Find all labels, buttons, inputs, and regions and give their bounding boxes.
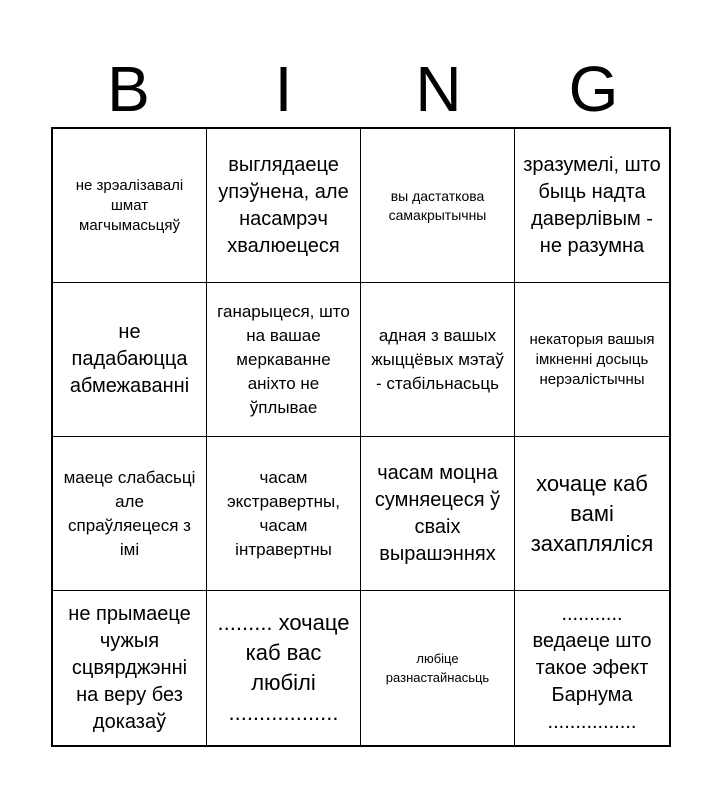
bingo-cell-r4c3[interactable]: [361, 591, 515, 745]
bingo-cell-r3c1[interactable]: [53, 437, 207, 591]
bingo-cell-text: не прымаеце чужыя сцвярджэнні на веру без доказаў: [68, 602, 191, 733]
bingo-cell-text: не зрэалізавалі шмат магчымасьцяў: [75, 176, 184, 234]
bingo-cell-text: не падабаюцца абмежаванні: [69, 321, 190, 397]
bingo-title: [51, 50, 671, 128]
bingo-cell-r3c4[interactable]: [515, 437, 669, 591]
bingo-cell-text: часам моцна сумняецеся ў сваіх вырашэннях: [374, 461, 501, 565]
bingo-cell-text: ........... ведаеце што такое эфект Барнума ................: [532, 602, 652, 733]
bingo-cell-r4c2[interactable]: [207, 591, 361, 745]
bingo-cell-r2c3[interactable]: [361, 283, 515, 437]
bingo-cell-text: вы дастаткова самакрытычны: [388, 187, 487, 223]
bingo-cell-text: часам экстравертны, часам інтравертны: [227, 467, 340, 559]
title-letter-i: I: [274, 53, 293, 125]
bingo-cell-text: некаторыя вашыя імкненні досыць нерэалістычны: [529, 330, 655, 388]
bingo-cell-r1c1[interactable]: [53, 129, 207, 283]
bingo-cell-r4c1[interactable]: [53, 591, 207, 745]
bingo-cell-r2c1[interactable]: [53, 283, 207, 437]
bingo-cell-r3c3[interactable]: [361, 437, 515, 591]
bingo-cell-text: любіце разнастайнасьць: [385, 651, 490, 685]
bingo-cell-r3c2[interactable]: [207, 437, 361, 591]
title-letter-n: N: [415, 53, 462, 125]
bingo-cell-text: ......... хочаце каб вас любілі ..................: [217, 610, 350, 725]
bingo-cell-r4c4[interactable]: [515, 591, 669, 745]
bingo-cell-r1c3[interactable]: [361, 129, 515, 283]
bingo-card-grid: [51, 127, 671, 747]
bingo-cell-text: хочаце каб вамі захапляліся: [530, 470, 654, 556]
bingo-cell-text: выглядаеце упэўнена, але насамрэч хвалюецеся: [218, 153, 349, 257]
bingo-cell-text: ганарыцеся, што на вашае меркаванне аніхто не ўплывае: [217, 301, 350, 417]
bingo-cell-r2c2[interactable]: [207, 283, 361, 437]
bingo-cell-text: маеце слабасьці але спраўляецеся з імі: [63, 467, 196, 559]
title-letter-b: B: [107, 53, 150, 125]
bingo-cell-text: адная з вашых жыццёвых мэтаў - стабільнасьць: [371, 325, 504, 393]
title-letter-g: G: [568, 53, 619, 125]
bingo-cell-r1c2[interactable]: [207, 129, 361, 283]
bingo-cell-text: зразумелі, што быць надта даверлівым - не разумна: [523, 153, 661, 257]
bingo-cell-r2c4[interactable]: [515, 283, 669, 437]
bingo-cell-r1c4[interactable]: [515, 129, 669, 283]
